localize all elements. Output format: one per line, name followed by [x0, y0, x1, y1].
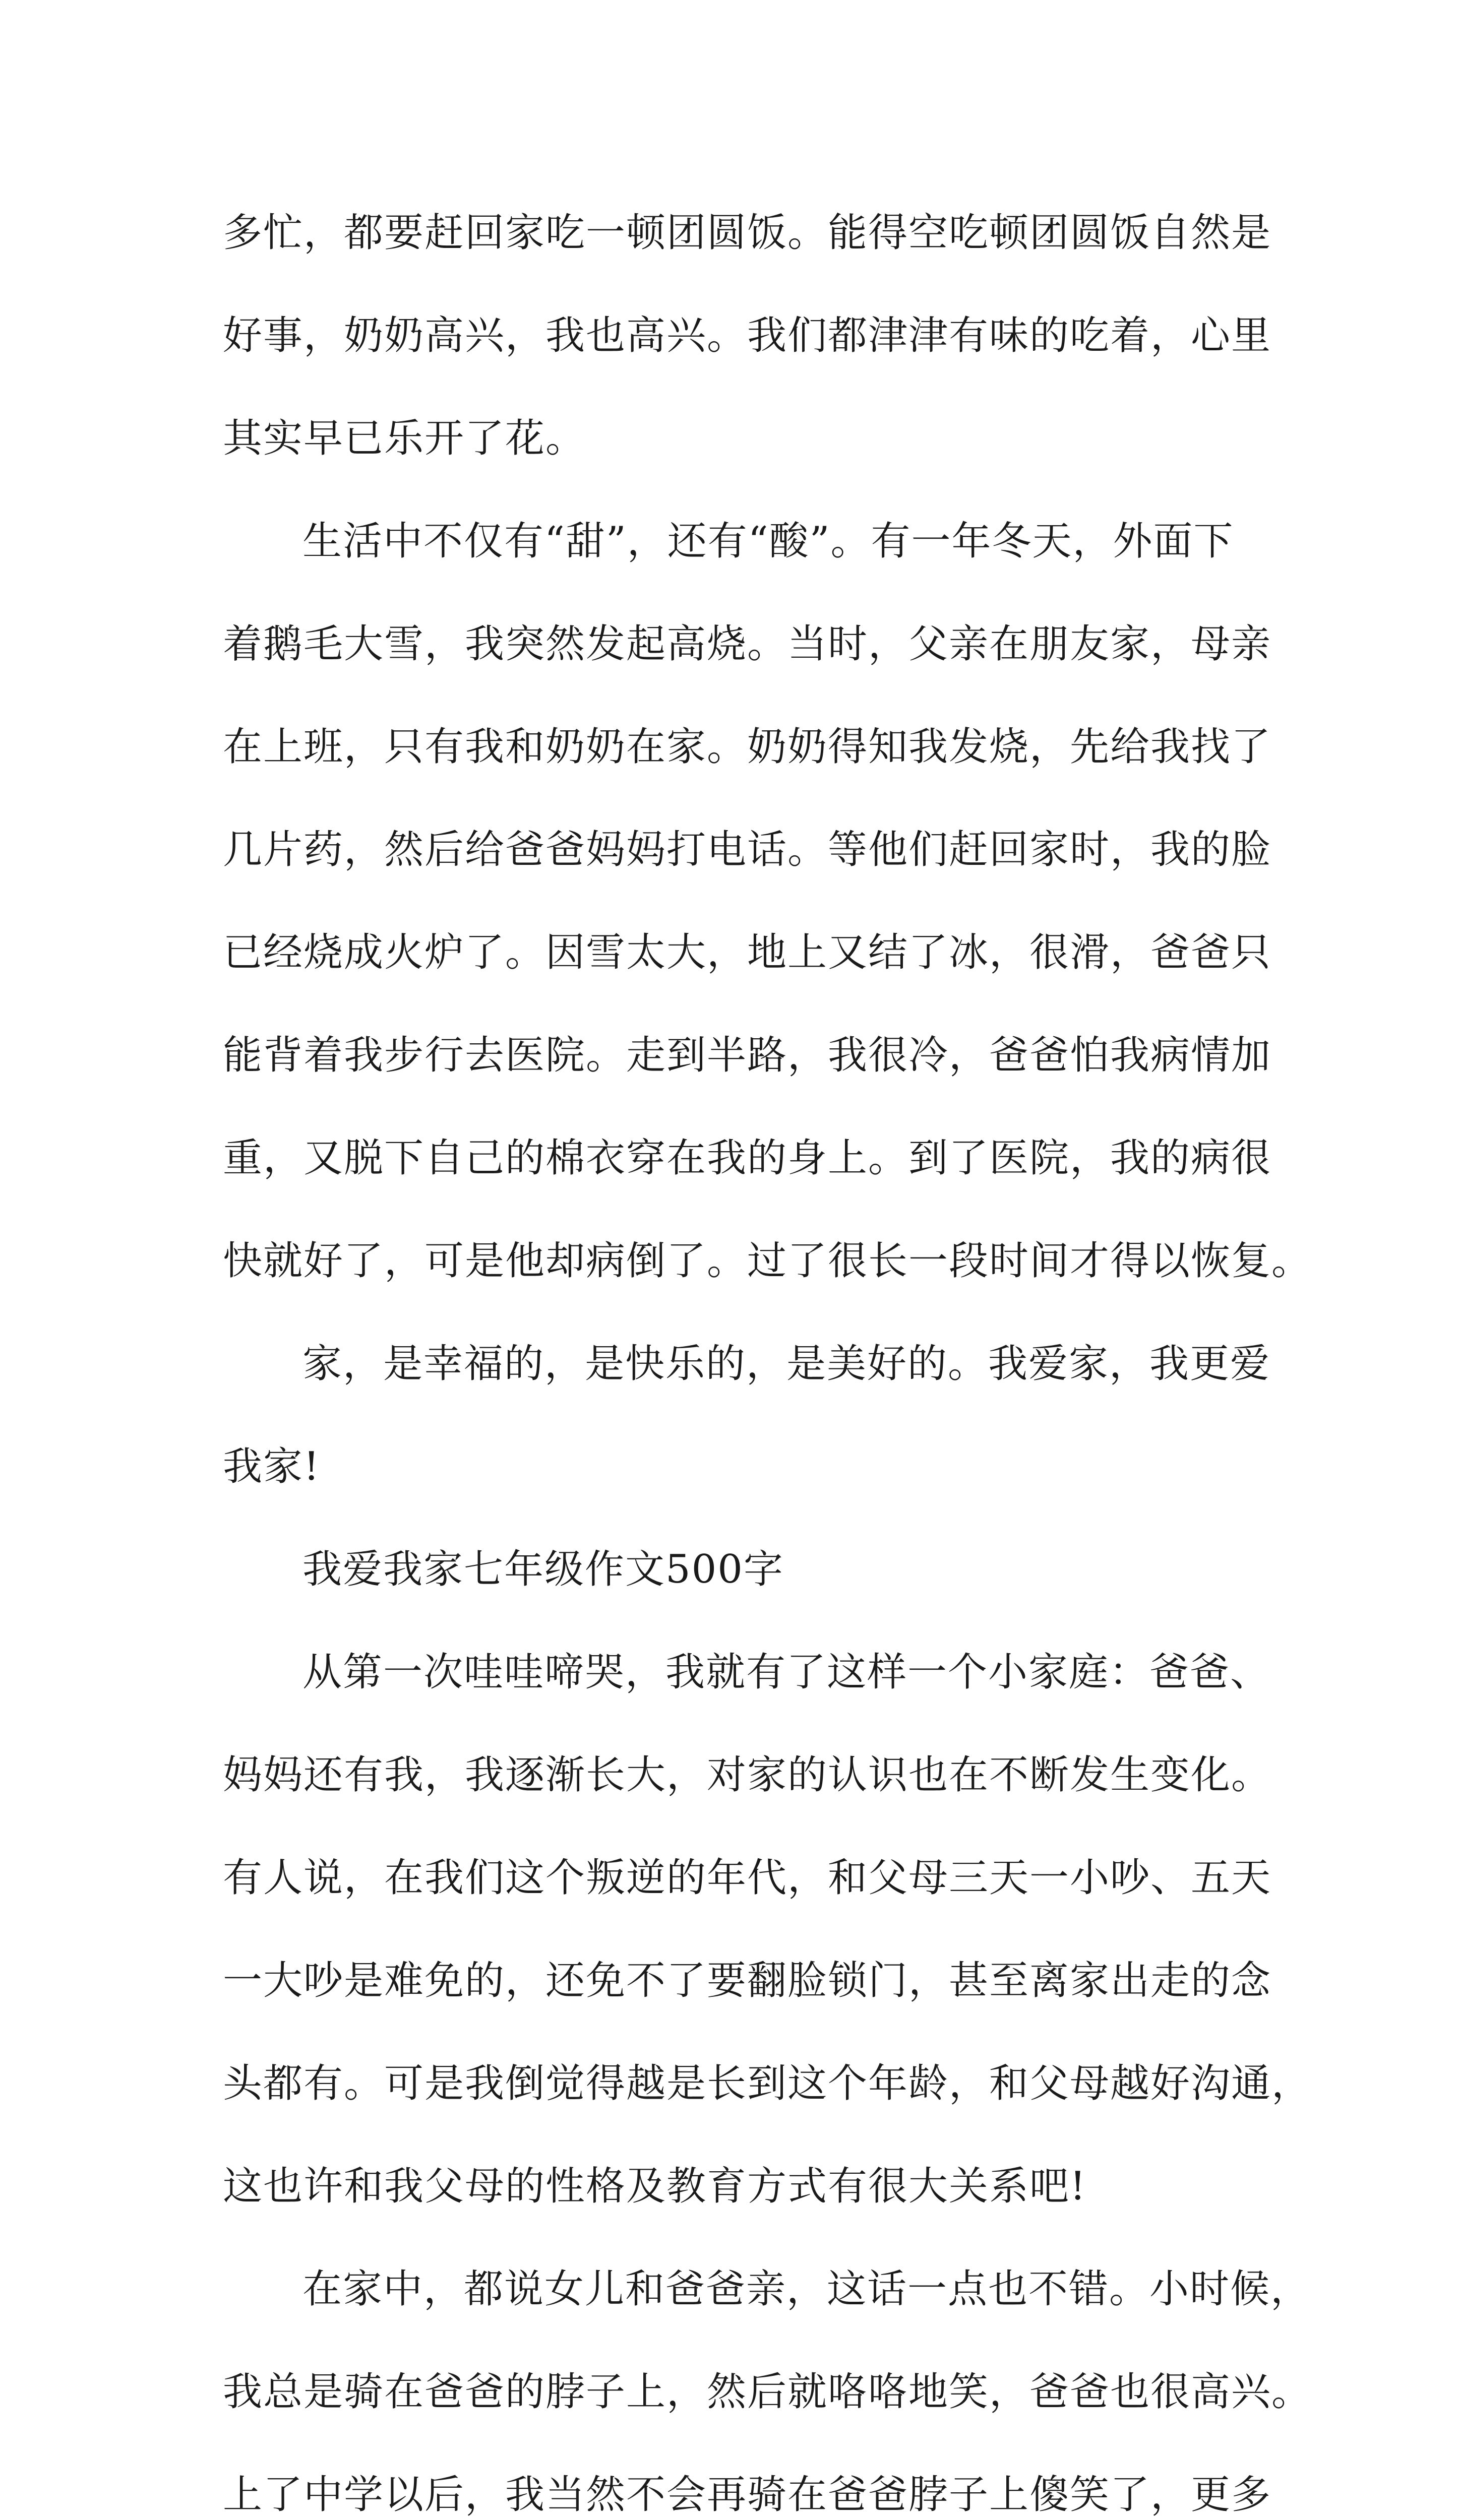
text-line: 多忙，都要赶回家吃一顿团圆饭。能得空吃顿团圆饭自然是	[223, 210, 1272, 256]
paragraph-start-line: 家，是幸福的，是快乐的，是美好的。我爱家，我更爱	[302, 1341, 1271, 1387]
paragraph-start-line: 生活中不仅有“甜”，还有“酸”。有一年冬天，外面下	[302, 519, 1234, 564]
body-text	[223, 181, 1312, 2520]
text-line: 有人说，在我们这个叛逆的年代，和父母三天一小吵、五天	[223, 1855, 1272, 1901]
text-line: 我家!	[223, 1444, 321, 1489]
text-line: 上了中学以后，我当然不会再骑在爸爸脖子上傻笑了，更多	[223, 2472, 1272, 2517]
text-line: 着鹅毛大雪，我突然发起高烧。当时，父亲在朋友家，母亲	[223, 621, 1272, 667]
text-line: 好事，奶奶高兴，我也高兴。我们都津津有味的吃着，心里	[223, 313, 1272, 358]
paragraph-start-line: 从第一次哇哇啼哭，我就有了这样一个小家庭：爸爸、	[302, 1650, 1271, 1695]
text-line: 其实早已乐开了花。	[223, 416, 586, 461]
text-line: 能背着我步行去医院。走到半路，我很冷，爸爸怕我病情加	[223, 1033, 1272, 1078]
essay-title: 我爱我家七年级作文500字	[302, 1547, 784, 1592]
text-line: 快就好了，可是他却病倒了。过了很长一段时间才得以恢复。	[223, 1238, 1312, 1284]
paragraph-start-line: 在家中，都说女儿和爸爸亲，这话一点也不错。小时候，	[302, 2266, 1311, 2312]
text-line: 这也许和我父母的性格及教育方式有很大关系吧!	[223, 2164, 1087, 2209]
text-line: 头都有。可是我倒觉得越是长到这个年龄，和父母越好沟通，	[223, 2061, 1312, 2106]
text-line: 在上班，只有我和奶奶在家。奶奶得知我发烧，先给我找了	[223, 724, 1272, 770]
text-line: 已经烧成火炉了。因雪太大，地上又结了冰，很滑，爸爸只	[223, 930, 1272, 975]
text-line: 重，又脱下自己的棉衣穿在我的身上。到了医院，我的病很	[223, 1136, 1272, 1181]
text-line: 几片药，然后给爸爸妈妈打电话。等他们赶回家时，我的脸	[223, 827, 1272, 872]
text-line: 妈妈还有我，我逐渐长大，对家的认识也在不断发生变化。	[223, 1752, 1272, 1798]
text-line: 一大吵是难免的，还免不了要翻脸锁门，甚至离家出走的念	[223, 1958, 1272, 2003]
text-line: 我总是骑在爸爸的脖子上，然后就咯咯地笑，爸爸也很高兴。	[223, 2369, 1312, 2415]
